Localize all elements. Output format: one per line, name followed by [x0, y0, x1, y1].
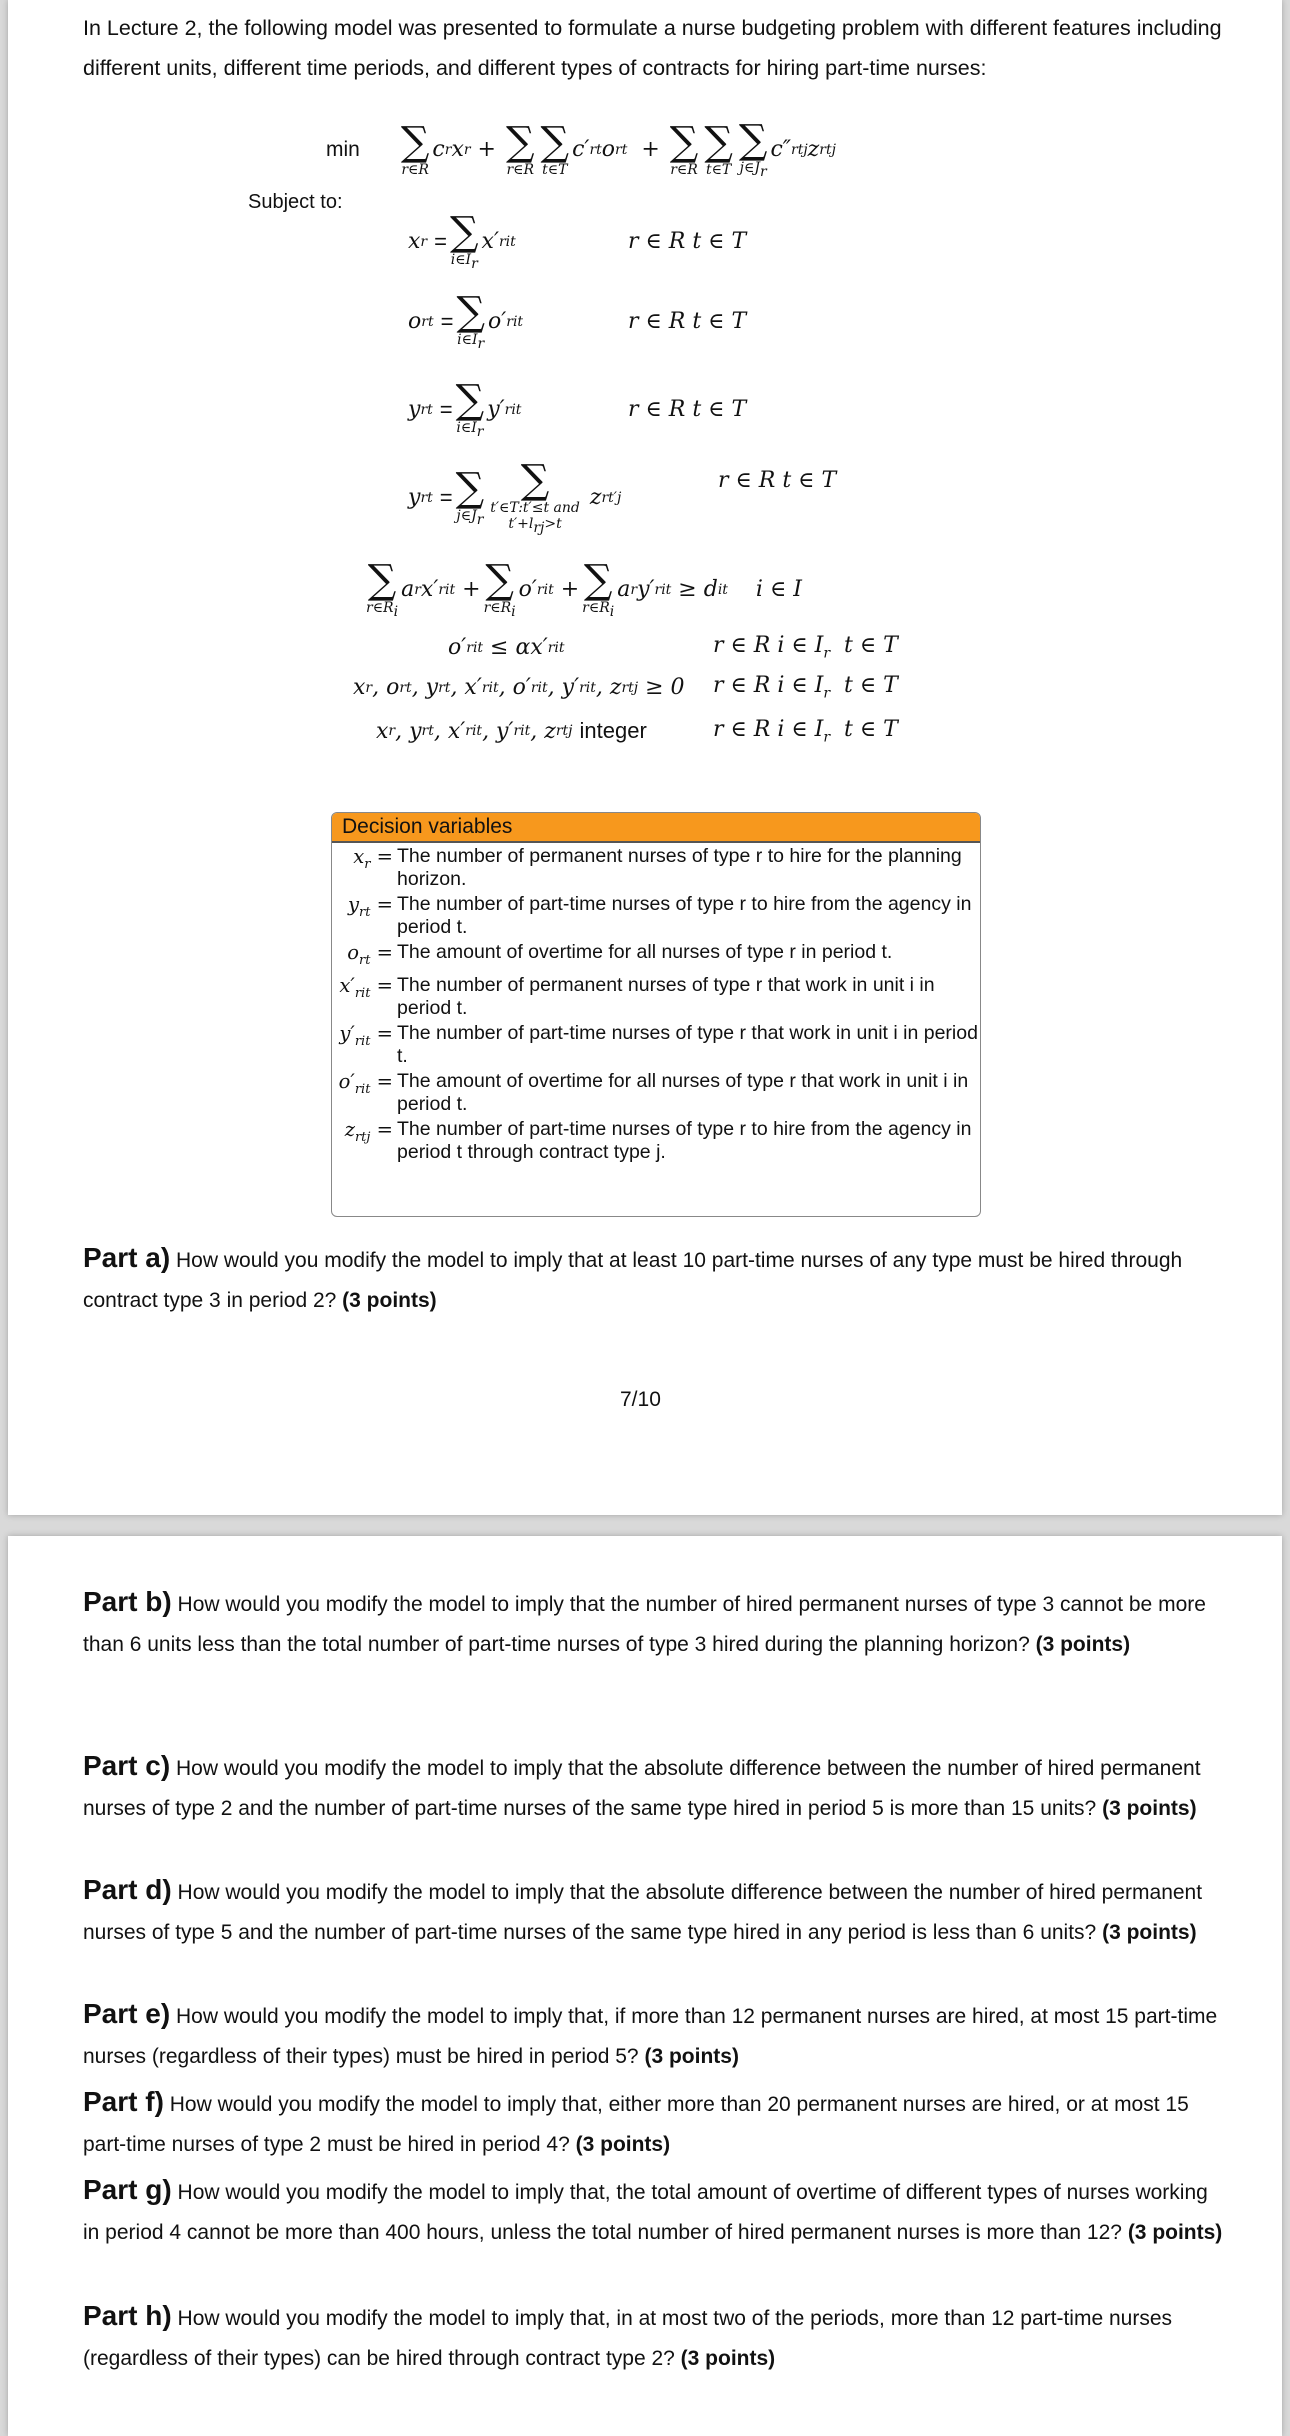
intro-text: In Lecture 2, the following model was presented to formulate a nurse budgeting problem with different features including different units, different time periods, and different types of contracts for hiring part-time nurses: — [83, 16, 1222, 80]
subject-to-label: Subject to: — [248, 191, 343, 213]
decision-variable-row — [332, 845, 980, 891]
variable-symbol: $y_{rt}$ = — [347, 893, 393, 920]
constraint-integer: x r , y rt , x′ rit , y′ rit , z rtj integer r ∈ R i ∈ $I_r$ t ∈ T — [376, 716, 898, 746]
part-e: Part e) How would you modify the model to imply that, if more than 12 permanent nurses are hired, at most 15 part-time nurses (regardless of their types) must be hired in period 5? (3 points) — [83, 1998, 1218, 2068]
constraint-overtime: o′ rit ≤ αx′ rit r ∈ R i ∈ $I_r$ t ∈ T — [448, 633, 898, 662]
part-c: Part c) How would you modify the model to imply that the absolute difference between the number of hired permanent nurses of type 2 and the number of part-time nurses of the same type hired in period 5 is more than 15 units? (3 points) — [83, 1750, 1201, 1820]
min-label: min — [326, 137, 360, 161]
part-h: Part h) How would you modify the model to imply that, in at most two of the periods, more than 12 part-time nurses (regardless of their types) can be hired through contract type 2? (3 points) — [83, 2300, 1172, 2370]
variable-symbol: $o'_{rit}$ = — [338, 1069, 393, 1097]
constraint-nonneg: x r , o rt , y rt , x′ rit , o′ rit , y′ rit , z rtj ≥ 0 r ∈ R i ∈ $I_r$ t ∈ T — [353, 673, 898, 702]
page-2 — [8, 1536, 1282, 2436]
variable-symbol: $z_{rtj}$ = — [344, 1117, 393, 1145]
constraint-y-z: y rt = ∑ $j\in J_r$ ∑ t′∈T:t′≤t and $t'+l_{rj}>t$ z rt′j r ∈ R t ∈ T — [408, 457, 837, 536]
variable-description: The amount of overtime for all nurses of type r that work in unit i in period t. — [397, 1069, 969, 1115]
decision-variable-row — [332, 893, 980, 939]
variable-description: The number of part-time nurses of type r to hire from the agency in period t. — [397, 893, 972, 938]
part-g: Part g) How would you modify the model to imply that, the total amount of overtime of different types of nurses working in period 4 cannot be more than 400 hours, unless the total number of hired permanent nurses is more than 12? (3 points) — [83, 2174, 1223, 2244]
variable-description: The number of part-time nurses of type r to hire from the agency in period t through contract type j. — [397, 1117, 972, 1163]
decision-variable-row — [332, 1118, 980, 1164]
objective-function: min ∑ r∈R c r x r + ∑ r∈R ∑ t∈T c′ rt o rt + ∑ r∈R ∑ t∈T ∑ $j\in J_r$ c″ rtj z rtj — [326, 117, 836, 180]
variable-description: The amount of overtime for all nurses of type r in period t. — [397, 941, 893, 963]
variable-symbol: $x'_{rit}$ = — [339, 973, 393, 1001]
part-f: Part f) How would you modify the model to imply that, either more than 20 permanent nurses are hired, or at most 15 part-time nurses of type 2 must be hired in period 4? (3 points) — [83, 2086, 1189, 2156]
part-d: Part d) How would you modify the model to imply that the absolute difference between the number of hired permanent nurses of type 5 and the number of part-time nurses of the same type hired in any period is less than 6 units? (3 points) — [83, 1874, 1203, 1944]
variable-symbol: $y'_{rit}$ = — [339, 1021, 393, 1049]
variable-symbol: $o_{rt}$ = — [347, 941, 393, 968]
constraint-y: y rt = ∑ $i\in I_r$ y′ rit r ∈ R t ∈ T — [408, 377, 747, 440]
decision-variable-row — [332, 974, 980, 1020]
decision-variable-row — [332, 1022, 980, 1068]
page-1 — [8, 0, 1282, 1515]
variable-description: The number of permanent nurses of type r that work in unit i in period t. — [397, 973, 935, 1019]
decision-variables-title: Decision variables — [332, 813, 980, 843]
part-a: Part a) How would you modify the model to imply that at least 10 part-time nurses of any type must be hired through contract type 3 in period 2? (3 points) — [83, 1242, 1183, 1312]
decision-variable-row — [332, 1070, 980, 1116]
constraint-demand: ∑ $r\in R_i$ a r x′ rit + ∑ $r\in R_i$ o′ rit + ∑ $r\in R_i$ a r y′ rit ≥ d it i ∈ I — [366, 557, 802, 620]
variable-symbol: $x_r$ = — [353, 845, 393, 872]
page-number: 7/10 — [620, 1388, 661, 1411]
decision-variable-row — [332, 941, 980, 972]
constraint-o: o rt = ∑ $i\in I_r$ o′ rit r ∈ R t ∈ T — [408, 289, 747, 352]
constraint-x: x r = ∑ $i\in I_r$ x′ rit r ∈ R t ∈ T — [408, 209, 747, 272]
part-b: Part b) How would you modify the model to imply that the number of hired permanent nurses of type 3 cannot be more than 6 units less than the total number of part-time nurses of type 3 hired during the planning horizon? (3 points) — [83, 1586, 1206, 1656]
decision-variables-box — [331, 812, 981, 1217]
variable-description: The number of permanent nurses of type r to hire for the planning horizon. — [397, 845, 962, 890]
variable-description: The number of part-time nurses of type r that work in unit i in period t. — [397, 1021, 978, 1067]
